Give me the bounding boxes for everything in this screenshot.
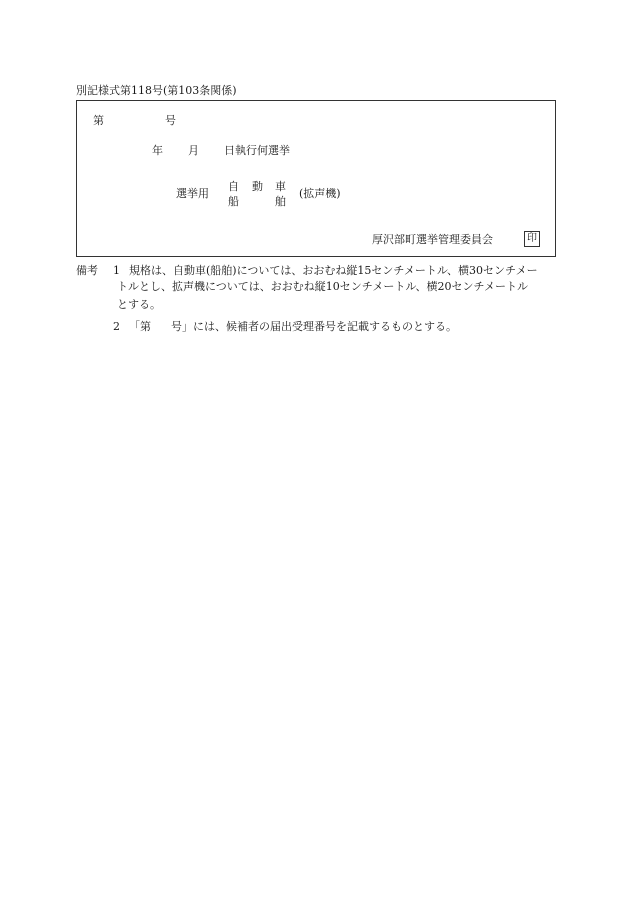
note-number: 2: [113, 320, 120, 333]
note1-line1: 規格は、自動車(船舶)については、おおむね縦15センチメートル、横30センチメー: [129, 264, 538, 277]
loudspeaker-label: (拡声機): [299, 187, 341, 200]
election-date-line: [152, 144, 290, 158]
vehicle-char: 車: [275, 180, 286, 193]
usage-label: 選挙用: [176, 187, 209, 200]
note1-line3: とする。: [117, 298, 161, 311]
number-line: [93, 114, 176, 128]
note1-line2: トルとし、拡声機については、おおむね縦10センチメートル、横20センチメートル: [117, 280, 529, 293]
note2-open: 「第: [129, 320, 151, 333]
vehicle-char: 船: [228, 195, 239, 208]
date-month: 月: [188, 144, 199, 157]
election-name: 日執行何選挙: [224, 144, 290, 157]
committee-name: 厚沢部町選挙管理委員会: [372, 233, 493, 246]
number-prefix: 第: [93, 114, 104, 127]
vehicle-char: 動: [252, 180, 263, 193]
form-title: 別記様式第118号(第103条関係): [76, 84, 237, 97]
date-year: 年: [152, 144, 163, 157]
note-number: 1: [113, 264, 120, 277]
remarks-heading: 備考: [76, 264, 98, 277]
number-suffix: 号: [165, 114, 176, 127]
seal-stamp: 印: [524, 231, 540, 247]
note2-close: 号」には、候補者の届出受理番号を記載するものとする。: [171, 320, 457, 333]
vehicle-char: 自: [228, 180, 239, 193]
vehicle-char: 舶: [275, 195, 286, 208]
note2-text: [129, 320, 457, 334]
